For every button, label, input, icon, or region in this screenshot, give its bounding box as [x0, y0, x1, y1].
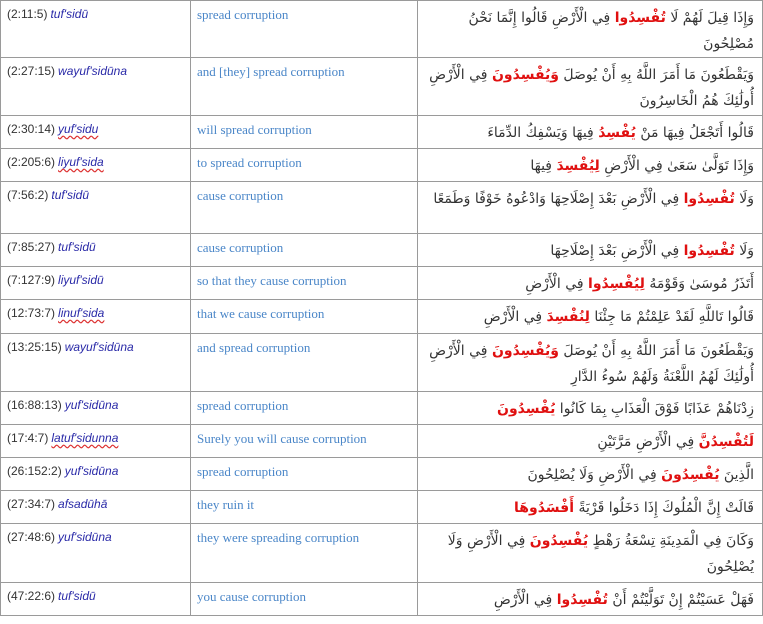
verse-location: (2:11:5): [7, 7, 48, 21]
verse-text-after: فِي الْأَرْضِ: [525, 276, 589, 292]
verse-reference-cell: [1, 58, 191, 116]
table-row: [1, 116, 763, 149]
verse-location: (7:56:2): [7, 188, 49, 202]
transliteration-link[interactable]: tuf'sidū: [50, 7, 89, 21]
arabic-verse-cell: [418, 149, 763, 182]
arabic-verse-cell: [418, 182, 763, 234]
transliteration-link[interactable]: yuf'sidūna: [58, 530, 112, 544]
highlighted-word: يُفْسِدُونَ: [529, 533, 589, 549]
verse-location: (27:48:6): [7, 530, 56, 544]
transliteration-link[interactable]: tuf'sidū: [58, 589, 96, 603]
arabic-verse-cell: [418, 58, 763, 116]
highlighted-word: لِيُفْسِدَ: [556, 158, 600, 174]
highlighted-word: وَيُفْسِدُونَ: [491, 67, 559, 83]
verse-reference-cell: [1, 116, 191, 149]
highlighted-word: يُفْسِدُ: [598, 125, 636, 141]
transliteration-link[interactable]: liyuf'sida: [58, 155, 104, 169]
highlighted-word: تُفْسِدُوا: [683, 243, 735, 259]
highlighted-word: يُفْسِدُونَ: [497, 401, 556, 417]
verse-location: (27:34:7): [7, 497, 56, 511]
verse-text-after: فِي الْأَرْضِ بَعْدَ إِصْلَاحِهَا: [550, 243, 684, 259]
table-row: [1, 58, 763, 116]
verse-text-after: فِي الْأَرْضِ: [483, 309, 547, 325]
verse-location: (7:127:9): [7, 273, 56, 287]
verse-reference-cell: [1, 182, 191, 234]
verse-reference-cell: [1, 334, 191, 392]
table-row: [1, 425, 763, 458]
highlighted-word: تُفْسِدُوا: [683, 191, 735, 207]
arabic-verse-cell: [418, 267, 763, 300]
highlighted-word: تُفْسِدُوا: [556, 592, 608, 608]
verse-location: (13:25:15): [7, 340, 62, 354]
transliteration-link[interactable]: afsadūhā: [58, 497, 108, 511]
table-row: [1, 149, 763, 182]
verse-text-before: وَإِذَا تَوَلَّىٰ سَعَىٰ فِي الْأَرْضِ: [599, 158, 754, 174]
verse-reference-cell: [1, 267, 191, 300]
arabic-verse-cell: [418, 392, 763, 425]
transliteration-link[interactable]: latuf'sidunna: [51, 431, 119, 445]
gloss-cell: spread corruption: [191, 392, 418, 425]
gloss-cell: Surely you will cause corruption: [191, 425, 418, 458]
table-row: [1, 491, 763, 524]
verse-location: (2:205:6): [7, 155, 56, 169]
verse-text-before: زِدْنَاهُمْ عَذَابًا فَوْقَ الْعَذَابِ بِمَا كَانُوا: [555, 401, 754, 417]
verse-text-after: فِيهَا وَيَسْفِكُ الدِّمَاءَ: [487, 125, 599, 141]
verse-reference-cell: [1, 425, 191, 458]
verse-reference-cell: [1, 458, 191, 491]
transliteration-link[interactable]: liyuf'sidū: [58, 273, 104, 287]
verse-text-after: فِي الْأَرْضِ بَعْدَ إِصْلَاحِهَا وَادْعُوهُ خَوْفًا وَطَمَعًا: [433, 191, 684, 207]
transliteration-link[interactable]: yuf'sidūna: [64, 464, 119, 478]
verse-text-after: فِيهَا: [530, 158, 557, 174]
gloss-cell: they ruin it: [191, 491, 418, 524]
highlighted-word: وَيُفْسِدُونَ: [491, 343, 559, 359]
verse-text-after: فِي الْأَرْضِ مَرَّتَيْنِ: [597, 434, 699, 450]
highlighted-word: أَفْسَدُوهَا: [514, 500, 575, 516]
verse-location: (2:27:15): [7, 64, 56, 78]
verse-location: (12:73:7): [7, 306, 56, 320]
gloss-cell: spread corruption: [191, 1, 418, 58]
table-row: [1, 583, 763, 616]
verse-text-after: فِي الْأَرْضِ أُولَٰئِكَ لَهُمُ اللَّعْنَةُ وَلَهُمْ سُوءُ الدَّارِ: [429, 343, 754, 385]
transliteration-link[interactable]: wayuf'sidūna: [58, 64, 128, 78]
arabic-verse-cell: [418, 458, 763, 491]
gloss-cell: so that they cause corruption: [191, 267, 418, 300]
transliteration-link[interactable]: yuf'sidūna: [64, 398, 119, 412]
verse-reference-cell: [1, 149, 191, 182]
gloss-cell: you cause corruption: [191, 583, 418, 616]
verse-text-before: وَيَقْطَعُونَ مَا أَمَرَ اللَّهُ بِهِ أَنْ يُوصَلَ: [558, 67, 754, 83]
verse-text-before: وَلَا: [734, 191, 754, 207]
gloss-cell: to spread corruption: [191, 149, 418, 182]
verse-text-before: أَتَذَرُ مُوسَىٰ وَقَوْمَهُ: [644, 276, 754, 292]
verse-reference-cell: [1, 392, 191, 425]
gloss-cell: and spread corruption: [191, 334, 418, 392]
verse-text-before: وَيَقْطَعُونَ مَا أَمَرَ اللَّهُ بِهِ أَنْ يُوصَلَ: [558, 343, 754, 359]
verse-text-before: وَلَا: [734, 243, 754, 259]
arabic-verse-cell: [418, 425, 763, 458]
verse-location: (16:88:13): [7, 398, 62, 412]
arabic-verse-cell: [418, 300, 763, 334]
highlighted-word: لَتُفْسِدُنَّ: [698, 434, 754, 450]
highlighted-word: لِيُفْسِدُوا: [588, 276, 645, 292]
verse-text-before: قَالَتْ إِنَّ الْمُلُوكَ إِذَا دَخَلُوا قَرْيَةً: [574, 500, 754, 516]
verse-text-after: فِي الْأَرْضِ قَالُوا إِنَّمَا نَحْنُ مُصْلِحُونَ: [468, 10, 754, 52]
transliteration-link[interactable]: linuf'sida: [58, 306, 105, 320]
table-row: [1, 267, 763, 300]
transliteration-link[interactable]: tuf'sidū: [58, 240, 96, 254]
gloss-cell: and [they] spread corruption: [191, 58, 418, 116]
table-row: [1, 234, 763, 267]
verse-text-before: فَهَلْ عَسَيْتُمْ إِنْ تَوَلَّيْتُمْ أَنْ: [607, 592, 754, 608]
verse-location: (47:22:6): [7, 589, 56, 603]
highlighted-word: يُفْسِدُونَ: [661, 467, 720, 483]
verse-location: (17:4:7): [7, 431, 49, 445]
transliteration-link[interactable]: wayuf'sidūna: [64, 340, 134, 354]
verse-location: (26:152:2): [7, 464, 62, 478]
arabic-verse-cell: [418, 116, 763, 149]
verse-text-after: فِي الْأَرْضِ وَلَا يُصْلِحُونَ: [527, 467, 662, 483]
gloss-cell: spread corruption: [191, 458, 418, 491]
verse-text-before: قَالُوا تَاللَّهِ لَقَدْ عَلِمْتُمْ مَا جِئْنَا: [589, 309, 754, 325]
verse-text-after: فِي الْأَرْضِ أُولَٰئِكَ هُمُ الْخَاسِرُونَ: [429, 67, 754, 109]
arabic-verse-cell: [418, 334, 763, 392]
table-row: [1, 182, 763, 234]
verse-text-after: فِي الْأَرْضِ وَلَا يُصْلِحُونَ: [447, 533, 754, 575]
gloss-cell: cause corruption: [191, 182, 418, 234]
verse-location: (2:30:14): [7, 122, 56, 136]
verse-location: (7:85:27): [7, 240, 56, 254]
verse-reference-cell: [1, 300, 191, 334]
arabic-verse-cell: [418, 1, 763, 58]
gloss-cell: they were spreading corruption: [191, 524, 418, 583]
verse-text-before: وَكَانَ فِي الْمَدِينَةِ تِسْعَةُ رَهْطٍ: [588, 533, 754, 549]
verse-text-before: قَالُوا أَتَجْعَلُ فِيهَا مَنْ: [635, 125, 754, 141]
transliteration-link[interactable]: tuf'sidū: [51, 188, 90, 202]
verse-reference-cell: [1, 234, 191, 267]
table-row: [1, 300, 763, 334]
verse-reference-cell: [1, 1, 191, 58]
arabic-verse-cell: [418, 234, 763, 267]
arabic-verse-cell: [418, 524, 763, 583]
transliteration-link[interactable]: yuf'sidu: [58, 122, 99, 136]
concordance-body: [1, 1, 763, 616]
table-row: [1, 524, 763, 583]
highlighted-word: لِنُفْسِدَ: [546, 309, 590, 325]
verse-text-before: الَّذِينَ: [719, 467, 754, 483]
arabic-verse-cell: [418, 491, 763, 524]
verse-text-before: وَإِذَا قِيلَ لَهُمْ لَا: [665, 10, 754, 26]
verse-reference-cell: [1, 524, 191, 583]
table-row: [1, 334, 763, 392]
table-row: [1, 392, 763, 425]
verse-reference-cell: [1, 583, 191, 616]
gloss-cell: cause corruption: [191, 234, 418, 267]
table-row: [1, 458, 763, 491]
verse-reference-cell: [1, 491, 191, 524]
gloss-cell: will spread corruption: [191, 116, 418, 149]
table-row: [1, 1, 763, 58]
arabic-verse-cell: [418, 583, 763, 616]
highlighted-word: تُفْسِدُوا: [614, 10, 666, 26]
verse-text-after: فِي الْأَرْضِ: [493, 592, 557, 608]
gloss-cell: that we cause corruption: [191, 300, 418, 334]
